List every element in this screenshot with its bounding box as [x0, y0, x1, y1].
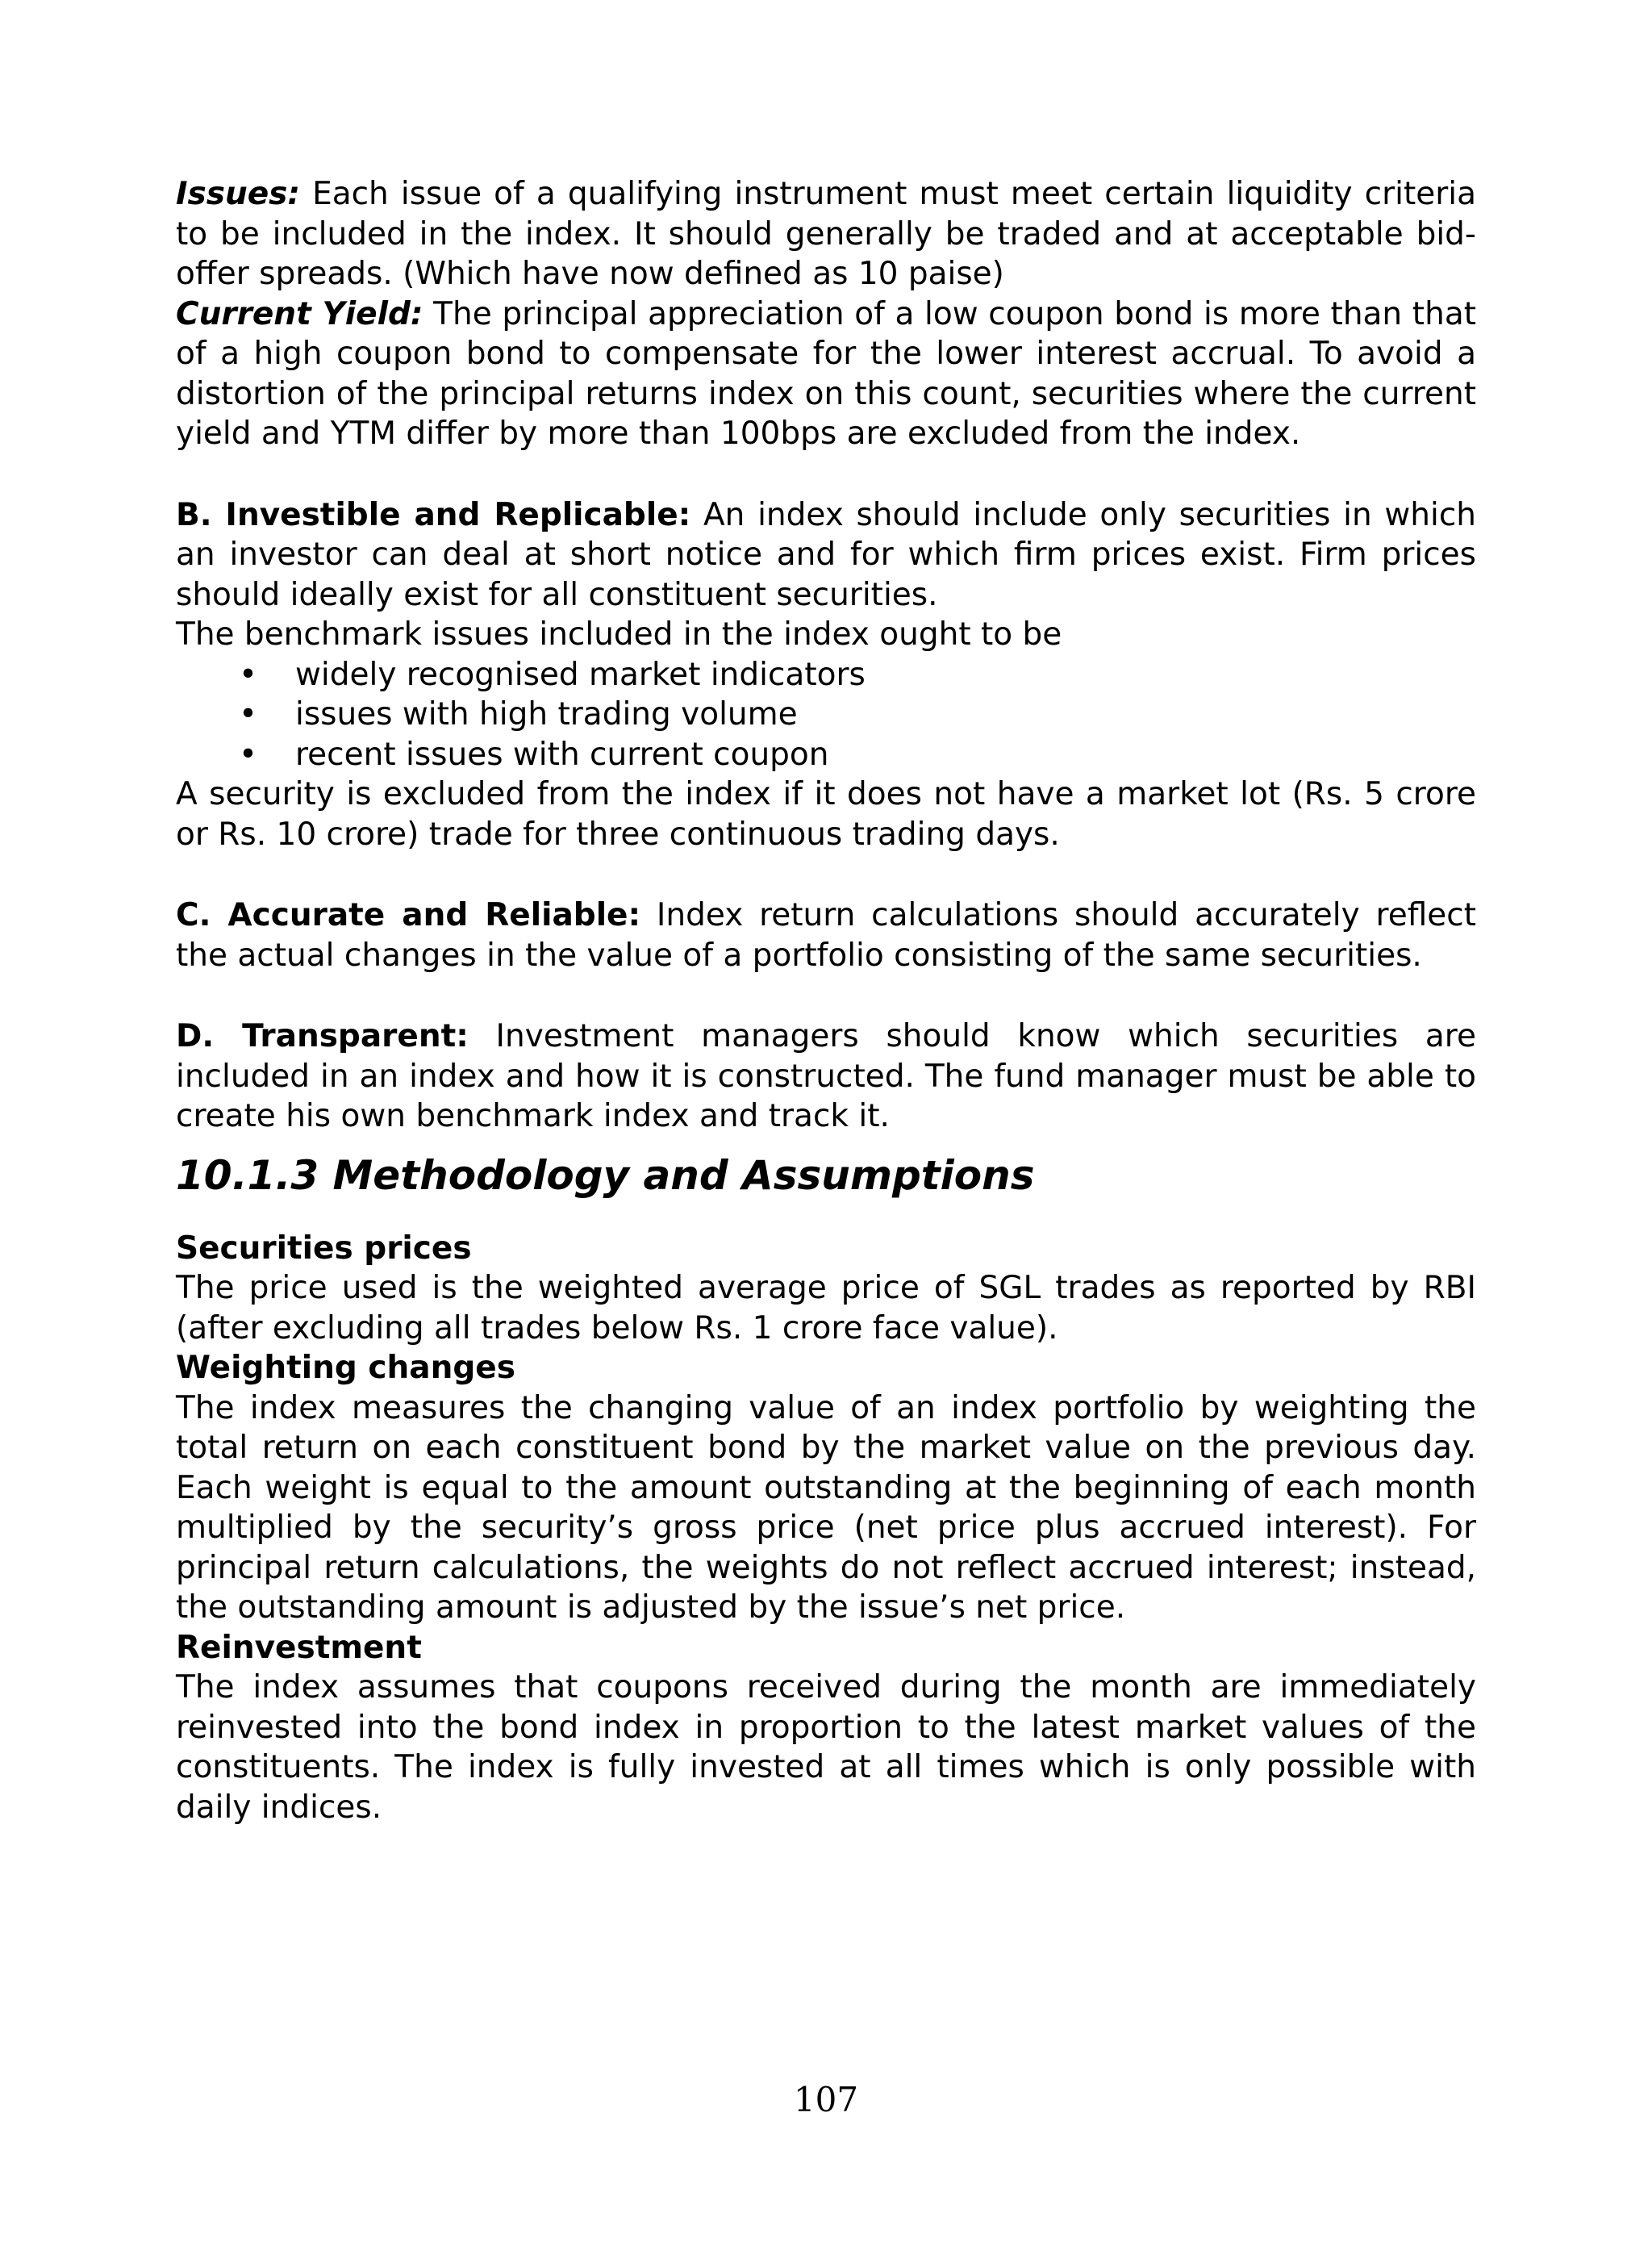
investible-paragraph	[176, 495, 1476, 616]
benchmark-bullet-list	[176, 655, 1476, 775]
transparent-paragraph	[176, 1017, 1476, 1137]
list-item	[176, 695, 1476, 735]
accurate-label: C. Accurate and Reliable:	[176, 897, 641, 933]
bullet-icon: •	[239, 736, 258, 773]
issues-label: Issues:	[176, 176, 300, 212]
issues-paragraph	[176, 174, 1476, 294]
page-number: 107	[793, 2080, 859, 2119]
current-yield-paragraph	[176, 294, 1476, 454]
investible-text: An index should include only securities in which an investor can deal at short notice and for which firm prices exist. Firm prices should ideally exist for all constituent securities.	[176, 496, 1477, 613]
current-yield-label: Current Yield:	[176, 295, 423, 332]
list-item-text: issues with high trading volume	[295, 696, 798, 733]
weighting-changes-text: The index measures the changing value of an index portfolio by weighting the total return on each constituent bond by the market value on the previous day. Each weight is equal to the amount outstanding at the beginning of each month multiplied by the security’s gross price (net price plus accrued interest). For principal return calculations, the weights do not reflect accrued interest; instead, the outstanding amount is adjusted by the issue’s net price.	[176, 1389, 1476, 1626]
issues-text: Each issue of a qualifying instrument must meet certain liquidity criteria to be included in the index. It should generally be traded and at acceptable bid-offer spreads. (Which have now defined as 10 paise)	[176, 176, 1476, 292]
reinvestment-text: The index assumes that coupons received during the month are immediately reinvested into the bond index in proportion to the latest market values of the constituents. The index is fully invested at all times which is only possible with daily indices.	[176, 1669, 1476, 1826]
current-yield-text: The principal appreciation of a low coupon bond is more than that of a high coupon bond to compensate for the lower interest accrual. To avoid a distortion of the principal returns index on this count, securities where the current yield and YTM differ by more than 100bps are excluded from the index.	[176, 295, 1477, 452]
weighting-changes-heading: Weighting changes	[176, 1350, 515, 1386]
list-item-text: recent issues with current coupon	[295, 736, 829, 773]
exclusion-paragraph: A security is excluded from the index if it does not have a market lot (Rs. 5 crore or Rs. 10 crore) trade for three continuous trading days.	[176, 776, 1476, 853]
bullet-icon: •	[239, 696, 258, 733]
paragraph-spacer	[176, 454, 1476, 495]
list-item	[176, 655, 1476, 695]
paragraph-spacer	[176, 975, 1476, 1017]
benchmark-intro: The benchmark issues included in the index ought to be	[176, 616, 1062, 653]
investible-label: B. Investible and Replicable:	[176, 496, 691, 533]
securities-prices-text: The price used is the weighted average price of SGL trades as reported by RBI (after excluding all trades below Rs. 1 crore face value).	[176, 1270, 1476, 1346]
transparent-text: Investment managers should know which securities are included in an index and how it is constructed. The fund manager must be able to create his own benchmark index and track it.	[176, 1018, 1476, 1134]
securities-prices-heading: Securities prices	[176, 1230, 472, 1267]
list-item-text: widely recognised market indicators	[295, 656, 866, 693]
transparent-label: D. Transparent:	[176, 1018, 469, 1054]
list-item	[176, 735, 1476, 775]
bullet-icon: •	[239, 656, 258, 693]
section-heading: 10.1.3 Methodology and Assumptions	[176, 1151, 1035, 1199]
accurate-text: Index return calculations should accurately reflect the actual changes in the value of a portfolio consisting of the same securities.	[176, 897, 1476, 974]
accurate-paragraph	[176, 896, 1476, 975]
document-page	[176, 174, 1476, 1827]
paragraph-spacer	[176, 854, 1476, 896]
reinvestment-heading: Reinvestment	[176, 1629, 422, 1666]
